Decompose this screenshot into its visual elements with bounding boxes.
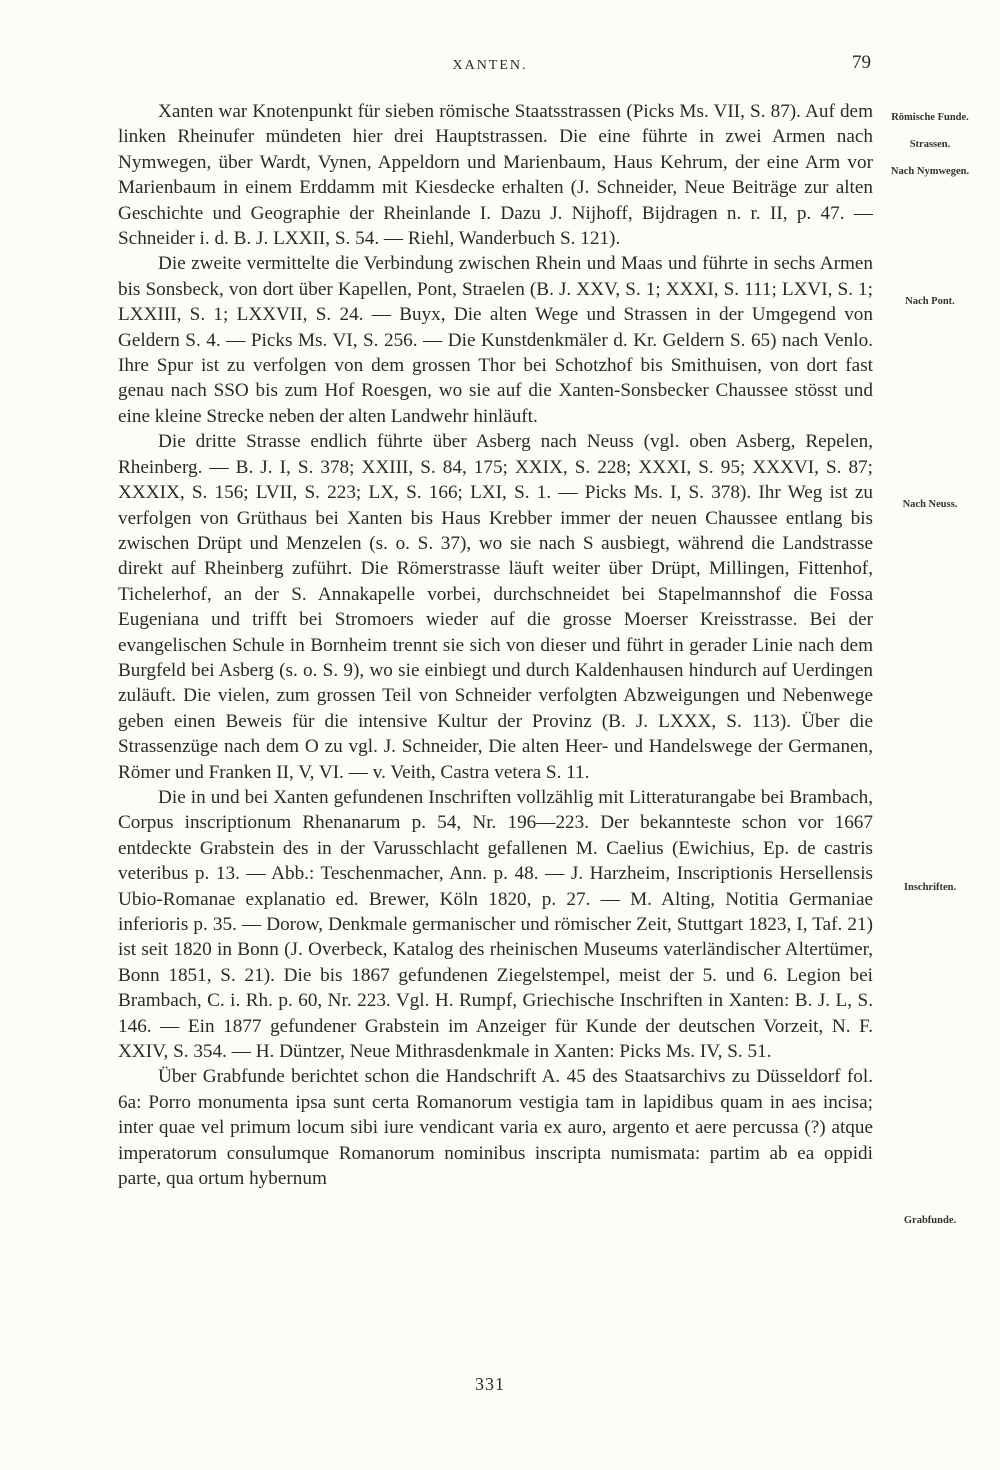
printer-signature: 331	[475, 1374, 505, 1394]
paragraph-second-road: Die zweite vermittelte die Verbindung zwischen Rhein und Maas und führte in sechs Armen bis Sonsbeck, von dort über Kapellen, Pont, Straelen (B. J. XXV, S. 1; XXXI, S. 111; LXVI, S. 1; LXXIII, S. 1; LXXVII, S. 24. — Buyx, Die alten Wege und Strassen in der Umgegend von Geldern S. 4. — Picks Ms. VI, S. 256. — Die Kunstdenkmäler d. Kr. Geldern S. 65) nach Venlo. Ihre Spur ist zu verfolgen von dem grossen Thor bei Schotzhof bis Smithuisen, von dort fast genau nach SSO bis zum Hof Roesgen, wo sie auf die Xanten-Sonsbecker Chaussee stösst und eine kleine Strecke neben der alten Landwehr hinläuft.	[118, 253, 873, 427]
margin-note-roman-finds: Römische Funde.	[891, 112, 969, 123]
margin-note-neuss: Nach Neuss.	[902, 499, 958, 510]
running-header: XANTEN.	[452, 58, 528, 73]
margin-note-nymwegen: Nach Nymwegen.	[890, 166, 970, 177]
paragraph-roads: Xanten war Knotenpunkt für sieben römische Staatsstrassen (Picks Ms. VII, S. 87). Auf dem linken Rheinufer mündeten hier drei Hauptstrassen. Die eine führte in zwei Armen nach Nymwegen, über Wardt, Vynen, Appeldorn und Marienbaum, Haus Kehrum, der eine Arm vor Marienbaum in einem Erddamm mit Kiesdecke erhalten (J. Schneider, Neue Beiträge zur alten Geschichte und Geographie der Rheinlande I. Dazu J. Nijhoff, Bijdragen n. r. II, p. 47. — Schneider i. d. B. J. LXXII, S. 54. — Riehl, Wanderbuch S. 121).	[118, 101, 873, 250]
body-text	[118, 99, 873, 1191]
margin-note-inscriptions: Inschriften.	[903, 882, 957, 893]
margin-note-graves: Grabfunde.	[903, 1215, 957, 1226]
paragraph-inscriptions: Die in und bei Xanten gefundenen Inschriften vollzählig mit Litteraturangabe bei Brambach, Corpus inscriptionum Rhenanarum p. 54, Nr. 196—223. Der bekannteste schon vor 1667 entdeckte Grabstein des in der Varusschlacht gefallenen M. Caelius (Ewichius, Ep. de castris veteribus p. 13. — Abb.: Teschenmacher, Ann. p. 48. — J. Harzheim, Inscriptionis Hersellensis Ubio-Romanae explanatio ed. Brewer, Köln 1820, p. 27. — M. Alting, Notitia Germaniae inferioris p. 35. — Dorow, Denkmale germanischer und römischer Zeit, Stuttgart 1823, I, Taf. 21) ist seit 1820 in Bonn (J. Overbeck, Katalog des rheinischen Museums vaterländischer Altertümer, Bonn 1851, S. 21). Die bis 1867 gefundenen Ziegelstempel, meist der 5. und 6. Legion bei Brambach, C. i. Rh. p. 60, Nr. 223. Vgl. H. Rumpf, Griechische Inschriften in Xanten: B. J. L, S. 146. — Ein 1877 gefundener Grabstein im Anzeiger für Kunde der deutschen Vorzeit, N. F. XXIV, S. 354. — H. Düntzer, Neue Mithrasdenkmale in Xanten: Picks Ms. IV, S. 51.	[118, 786, 873, 1063]
margin-note-pont: Nach Pont.	[905, 296, 955, 307]
page-number: 79	[852, 52, 871, 73]
paragraph-third-road: Die dritte Strasse endlich führte über Asberg nach Neuss (vgl. oben Asberg, Repelen, Rheinberg. — B. J. I, S. 378; XXIII, S. 84, 175; XXIX, S. 228; XXXI, S. 95; XXXVI, S. 87; XXXIX, S. 156; LVII, S. 223; LX, S. 166; LXI, S. 1. — Picks Ms. I, S. 378). Ihr Weg ist zu verfolgen von Grüthaus bei Xanten bis Haus Krebber immer der neuen Chaussee entlang bis zwischen Drüpt und Menzelen (s. o. S. 37), wo sie nach S ausbiegt, während die Landstrasse direkt auf Rheinberg zuführt. Die Römerstrasse läuft weiter über Drüpt, Millingen, Fittenhof, Tichelerhof, an der S. Annakapelle vorbei, durchschneidet bei Stapelmannshof die Fossa Eugeniana und trifft bei Stromoers wieder auf die grosse Moerser Kreisstrasse. Bei der evangelischen Schule in Bornheim trennt sie sich von dieser und führt in gerader Linie nach dem Burgfeld bei Asberg (s. o. S. 9), wo sie einbiegt und durch Kaldenhausen hindurch auf Uerdingen zuläuft. Die vielen, zum grossen Teil von Schneider verfolgten Abzweigungen und Nebenwege geben einen Beweis für die intensive Kultur der Provinz (B. J. LXXX, S. 113). Über die Strassenzüge nach dem O zu vgl. J. Schneider, Die alten Heer- und Handelswege der Germanen, Römer und Franken II, V, VI. — v. Veith, Castra vetera S. 11.	[118, 431, 873, 783]
paragraph-grave-finds: Über Grabfunde berichtet schon die Handschrift A. 45 des Staatsarchivs zu Düsseldorf fol. 6a: Porro monumenta ipsa sunt certa Romanorum vestigia tam in lapidibus quam in aes incisa; inter quae vel primum locum sibi iure vendicant varia ex auro, argento et aere percussa (?) atque imperatorum consulumque Romanorum nominibus inscripta numismata: partim ab ea oppidi parte, qua ortum hybernum	[118, 1066, 873, 1190]
margin-note-roads: Strassen.	[909, 139, 951, 150]
